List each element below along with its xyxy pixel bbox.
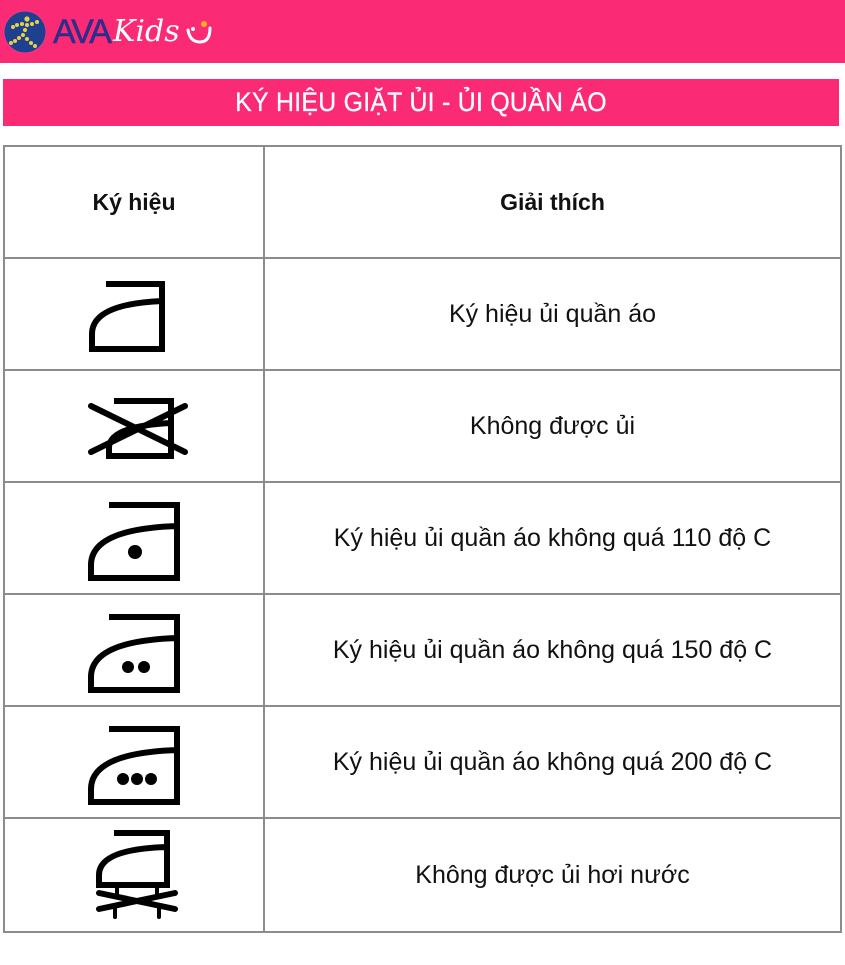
- column-header-explanation: Giải thích: [264, 146, 841, 258]
- page-title: KÝ HIỆU GIẶT ỦI - ỦI QUẦN ÁO: [235, 87, 607, 117]
- description-cell: Ký hiệu ủi quần áo: [264, 258, 841, 370]
- page-title-banner: [3, 79, 839, 126]
- ava-kids-logo[interactable]: [3, 8, 214, 56]
- iron-one-dot-icon: [79, 493, 189, 583]
- description-cell: Không được ủi: [264, 370, 841, 482]
- table-row: [4, 258, 841, 370]
- iron-two-dots-icon: [79, 605, 189, 695]
- table-row: [4, 370, 841, 482]
- do-not-iron-icon: [79, 386, 189, 466]
- symbol-cell: [4, 370, 264, 482]
- logo-text-ava: AVA: [53, 13, 110, 51]
- no-steam-iron-icon: [79, 825, 189, 925]
- logo-text-kids: Kids: [113, 14, 180, 49]
- table-row: [4, 594, 841, 706]
- column-header-symbol: Ký hiệu: [4, 146, 264, 258]
- table-row: [4, 706, 841, 818]
- description-cell: Ký hiệu ủi quần áo không quá 150 độ C: [264, 594, 841, 706]
- table-row: [4, 482, 841, 594]
- symbol-cell: [4, 706, 264, 818]
- smile-icon: [184, 18, 214, 46]
- description-cell: Ký hiệu ủi quần áo không quá 110 độ C: [264, 482, 841, 594]
- symbol-cell: [4, 482, 264, 594]
- header-bar: [0, 0, 845, 63]
- symbol-cell: [4, 818, 264, 932]
- ironing-symbols-table: [3, 145, 842, 933]
- description-cell: Ký hiệu ủi quần áo không quá 200 độ C: [264, 706, 841, 818]
- symbol-cell: [4, 594, 264, 706]
- description-cell: Không được ủi hơi nước: [264, 818, 841, 932]
- table-header-row: [4, 146, 841, 258]
- symbol-cell: [4, 258, 264, 370]
- table-row: [4, 818, 841, 932]
- iron-icon: [84, 274, 184, 354]
- running-kid-logo-icon: [3, 10, 47, 54]
- iron-three-dots-icon: [79, 717, 189, 807]
